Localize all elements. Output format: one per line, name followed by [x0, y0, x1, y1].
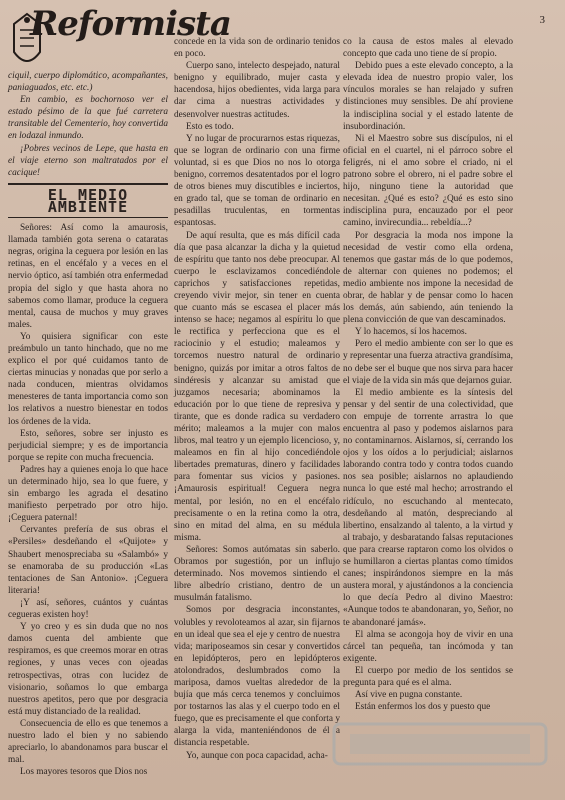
paragraph: Así vive en pugna constante.: [355, 690, 463, 701]
paragraph: De aquí resulta, que es más difícil cada día que pasa alcanzar la dicha y la quietud de espíritu que tanto nos debe preocupar. Al cuerpo le esclavizamos concediéndole caprichos y satisfacciones repetidas, creyendo vivir mejor, sin tener en cuenta que cuanto más se escasea el placer más intenso se hace; negamos al espíritu lo que le rectifica y perfecciona que es el raciocinio y el estudio; maleamos y torcemos nuestro natural de ordinario benigno, quizás por imitar a otros faltos de sindéresis y alcanzar su amistad que juzgamos necesaria; abominamos la educación por lo que tiene de represiva y tirante, que es donde radica su verdadero mérito; maleamos a la mujer con malos libros, mal teatro y un ejemplo licencioso, y, maleamos en fin al hijo concediéndole libertades prematuras, dinero y facilidades para fomentar sus vicios y pasiones. ¡Amaurosis espiritual! Ceguera negra mental, por lesión, no en el encéfalo precisamente o en la retina como la otra, sino en mitad del alma, en su médula misma.: [174, 230, 340, 543]
paragraph: Señores: Somos autómatas sin saberlo. Obramos por sugestión, por un influjo determinado. Nos movemos sintiendo el libre albedrío cristiano, dentro de un musulmán fatalismo.: [174, 544, 340, 604]
paragraph: Están enfermos los dos y puesto que: [355, 702, 491, 713]
paragraph: co la causa de estos males al elevado concepto que cada uno tiene de sí propio.: [343, 37, 513, 60]
paragraph: Por desgracia la moda nos impone la necesidad de vestir como ella ordena, tenemos que gastar más de lo que podemos, de alternar con quienes no podemos; el medio ambiente nos impone la necesidad de obrar, de hablar y de pensar como lo hacen los demás, aún sabiendo, aún teniendo la plena convicción de que van descaminados.: [343, 230, 513, 326]
section-title: EL MEDIO AMBIENTE: [47, 185, 129, 216]
section-rule-top: [8, 183, 168, 185]
paragraph: Yo quisiera significar con este preámbulo un tanto hinchado, que no me explico el por qué cuidamos tanto de ciertas minucias y nonadas que por serlo a nada conducen, mientras olvidamos menesteres de tanta importancia como son los relativos a nuestro bienestar en todos los órdenes de la vida.: [8, 331, 168, 427]
paragraph: Padres hay a quienes enoja lo que hace un determinado hijo, sea lo que fuere, y sin embargo les agrada el desatino manifiesto perpetrado por otro hijo. ¡Ceguera paternal!: [8, 464, 168, 524]
intro-text-3: ¡Pobres vecinos de Lepe, que hasta en el viaje eterno son maltratados por el cacique!: [8, 143, 168, 178]
paragraph: Y no lugar de procurarnos estas riquezas, que se logran de ordinario con una firme voluntad, si es que Dios no nos lo otorga benigno, corremos desatentados por el logro de otros bienes muy discutibles e inciertos, en grado tal, que se toman de ordinario en pesadillas truculentas, en tormentas espantosas.: [174, 133, 340, 229]
paragraph: Los mayores tesoros que Dios nos: [20, 767, 148, 778]
paragraph: ¡Y así, señores, cuántos y cuántas cegueras existen hoy!: [8, 597, 168, 621]
paragraph: Yo, aunque con poca capacidad, acha-: [186, 750, 328, 761]
watermark-icon: [330, 714, 550, 774]
page-number: 3: [539, 14, 545, 26]
paragraph: Somos por desgracia inconstantes, volubles y revoloteamos al azar, sin fijarnos en un ideal que sea el eje y centro de nuestra vida; mariposeamos sin cesar y convertidos en lepidópteros, pero en lepidópteros atolondrados, deslumbrados como la mariposa, damos vueltas alrededor de la bujía que más cerca tenemos y concluimos por tostarnos las alas y el cuerpo todo en el fuego, que es precisamente el que conforta y alarga la vida, manteniéndonos de él a distancia respetable.: [174, 605, 340, 749]
paragraph: concede en la vida son de ordinario tenidos en poco.: [174, 37, 340, 60]
paragraph: Cuerpo sano, intelecto despejado, natural benigno y equilibrado, mujer casta y hacendosa, hijos obedientes, vida larga para dar cima a nuestras actividades y desenvolver nuestras actitudes.: [174, 61, 340, 120]
column-2: [174, 36, 340, 762]
paragraph: Debido pues a este elevado concepto, a la elevada idea de nuestro propio valer, los vínculos morales se han relajado y sufren distinciones muy sensibles. De ahí proviene la indisciplina social y el estado latente de insubordinación.: [343, 61, 513, 132]
section-rule-bottom: [8, 217, 168, 218]
paragraph: El alma se acongoja hoy de vivir en una cárcel tan pequeña, tan incómoda y tan exigente.: [343, 629, 513, 664]
paragraph: El cuerpo por medio de los sentidos se pregunta para qué es el alma.: [343, 665, 513, 688]
paragraph: Pero el medio ambiente con ser lo que es y representar una fuerza atractiva grandísima, no debe ser el buque que nos sirva para hacer el viaje de la vida sin más que dejarnos guiar.: [343, 339, 513, 386]
paragraph: Señores: Así como la amaurosis, llamada también gota serena o cataratas negras, origina la ceguera por lesión en las retinas, en el encéfalo y a veces en el nervio óptico, así también otra enfermedad propia del siglo y que hasta ahora no sabemos como llamar, produce la ceguera mental, causa de muchos y muy graves males.: [8, 223, 168, 330]
paragraph: Y lo hacemos, sí los hacemos.: [355, 327, 467, 338]
paragraph: Ni el Maestro sobre sus discípulos, ni el oficial en el cuartel, ni el párroco sobre el feligrés, ni el amo sobre el criado, ni el patrono sobre el obrero, ni el padre sobre el hijo, ninguno tiene la autoridad que necesitan. ¿Qué es esto? ¿Qué es esto sino indisciplina pura, encauzado por el peor camino, invirecundia... rebeldía...?: [343, 133, 513, 229]
column-3: [343, 36, 513, 713]
masthead: [8, 4, 231, 82]
paragraph: Y yo creo y es sin duda que no nos damos cuenta del ambiente que respiramos, es que creemos morar en otras regiones, y unas veces con ojeadas retrospectivas, otras con lucidez de visionario, soñamos lo que embarga nuestros apetitos, pero que por desgracia está muy distanciado de la realidad.: [8, 622, 168, 717]
paragraph: Esto, señores, sobre ser injusto es perjudicial siempre; y es de importancia porque se repite con mucha frecuencia.: [8, 428, 168, 463]
intro-text-1: ciquil, cuerpo diplomático, acompañantes, paniaguados, etc. etc.): [8, 71, 168, 94]
paragraph: Cervantes prefería de sus obras el «Persiles» desdeñando el «Quijote» y Shaubert menospreciaba su «Salambó» y se enamoraba de su producción «Las tentaciones de San Antonio». ¡Ceguera literaria!: [8, 525, 168, 596]
paragraph: Esto es todo.: [186, 121, 234, 132]
paragraph: Consecuencia de ello es que tenemos a nuestro lado el bien y no sabiendo apreciarlo, lo abandonamos para buscar el mal.: [8, 718, 168, 766]
masthead-title: Reformista: [30, 4, 231, 44]
paragraph: El medio ambiente es la síntesis del pensar y del sentir de una colectividad, que con empuje de torrente arrastra lo que encuentra al paso y podemos aislarnos para no contaminarnos. Aislarnos, sí, cerrando los ojos y los oídos a lo perjudicial; aislarnos laborando contra todo y contra todos cuando nos sea posible; aislarnos no aplaudiendo nunca lo que esté mal hecho; arrostrando el ridículo, no escuchando al mentecato, desdeñando al matón, despreciando al libertino, ensalzando al talento, a la virtud y al trabajo, y desbaratando falsas reputaciones que para crearse raptaron como los olvidos o se humillaron a ciertas plantas como tímidos canes; inspirándonos siempre en la más austera moral, y ajustándonos a la conciencia lo que decía Pedro al divino Maestro: «Aunque todos te abandonaran, yo, Señor, no te abandonaré jamás».: [343, 387, 513, 628]
intro-text-2: En cambio, es bochornoso ver el estado pésimo de la que fué carretera transitable del Cementerio, hoy convertida en lodazal inmundo.: [8, 95, 168, 142]
